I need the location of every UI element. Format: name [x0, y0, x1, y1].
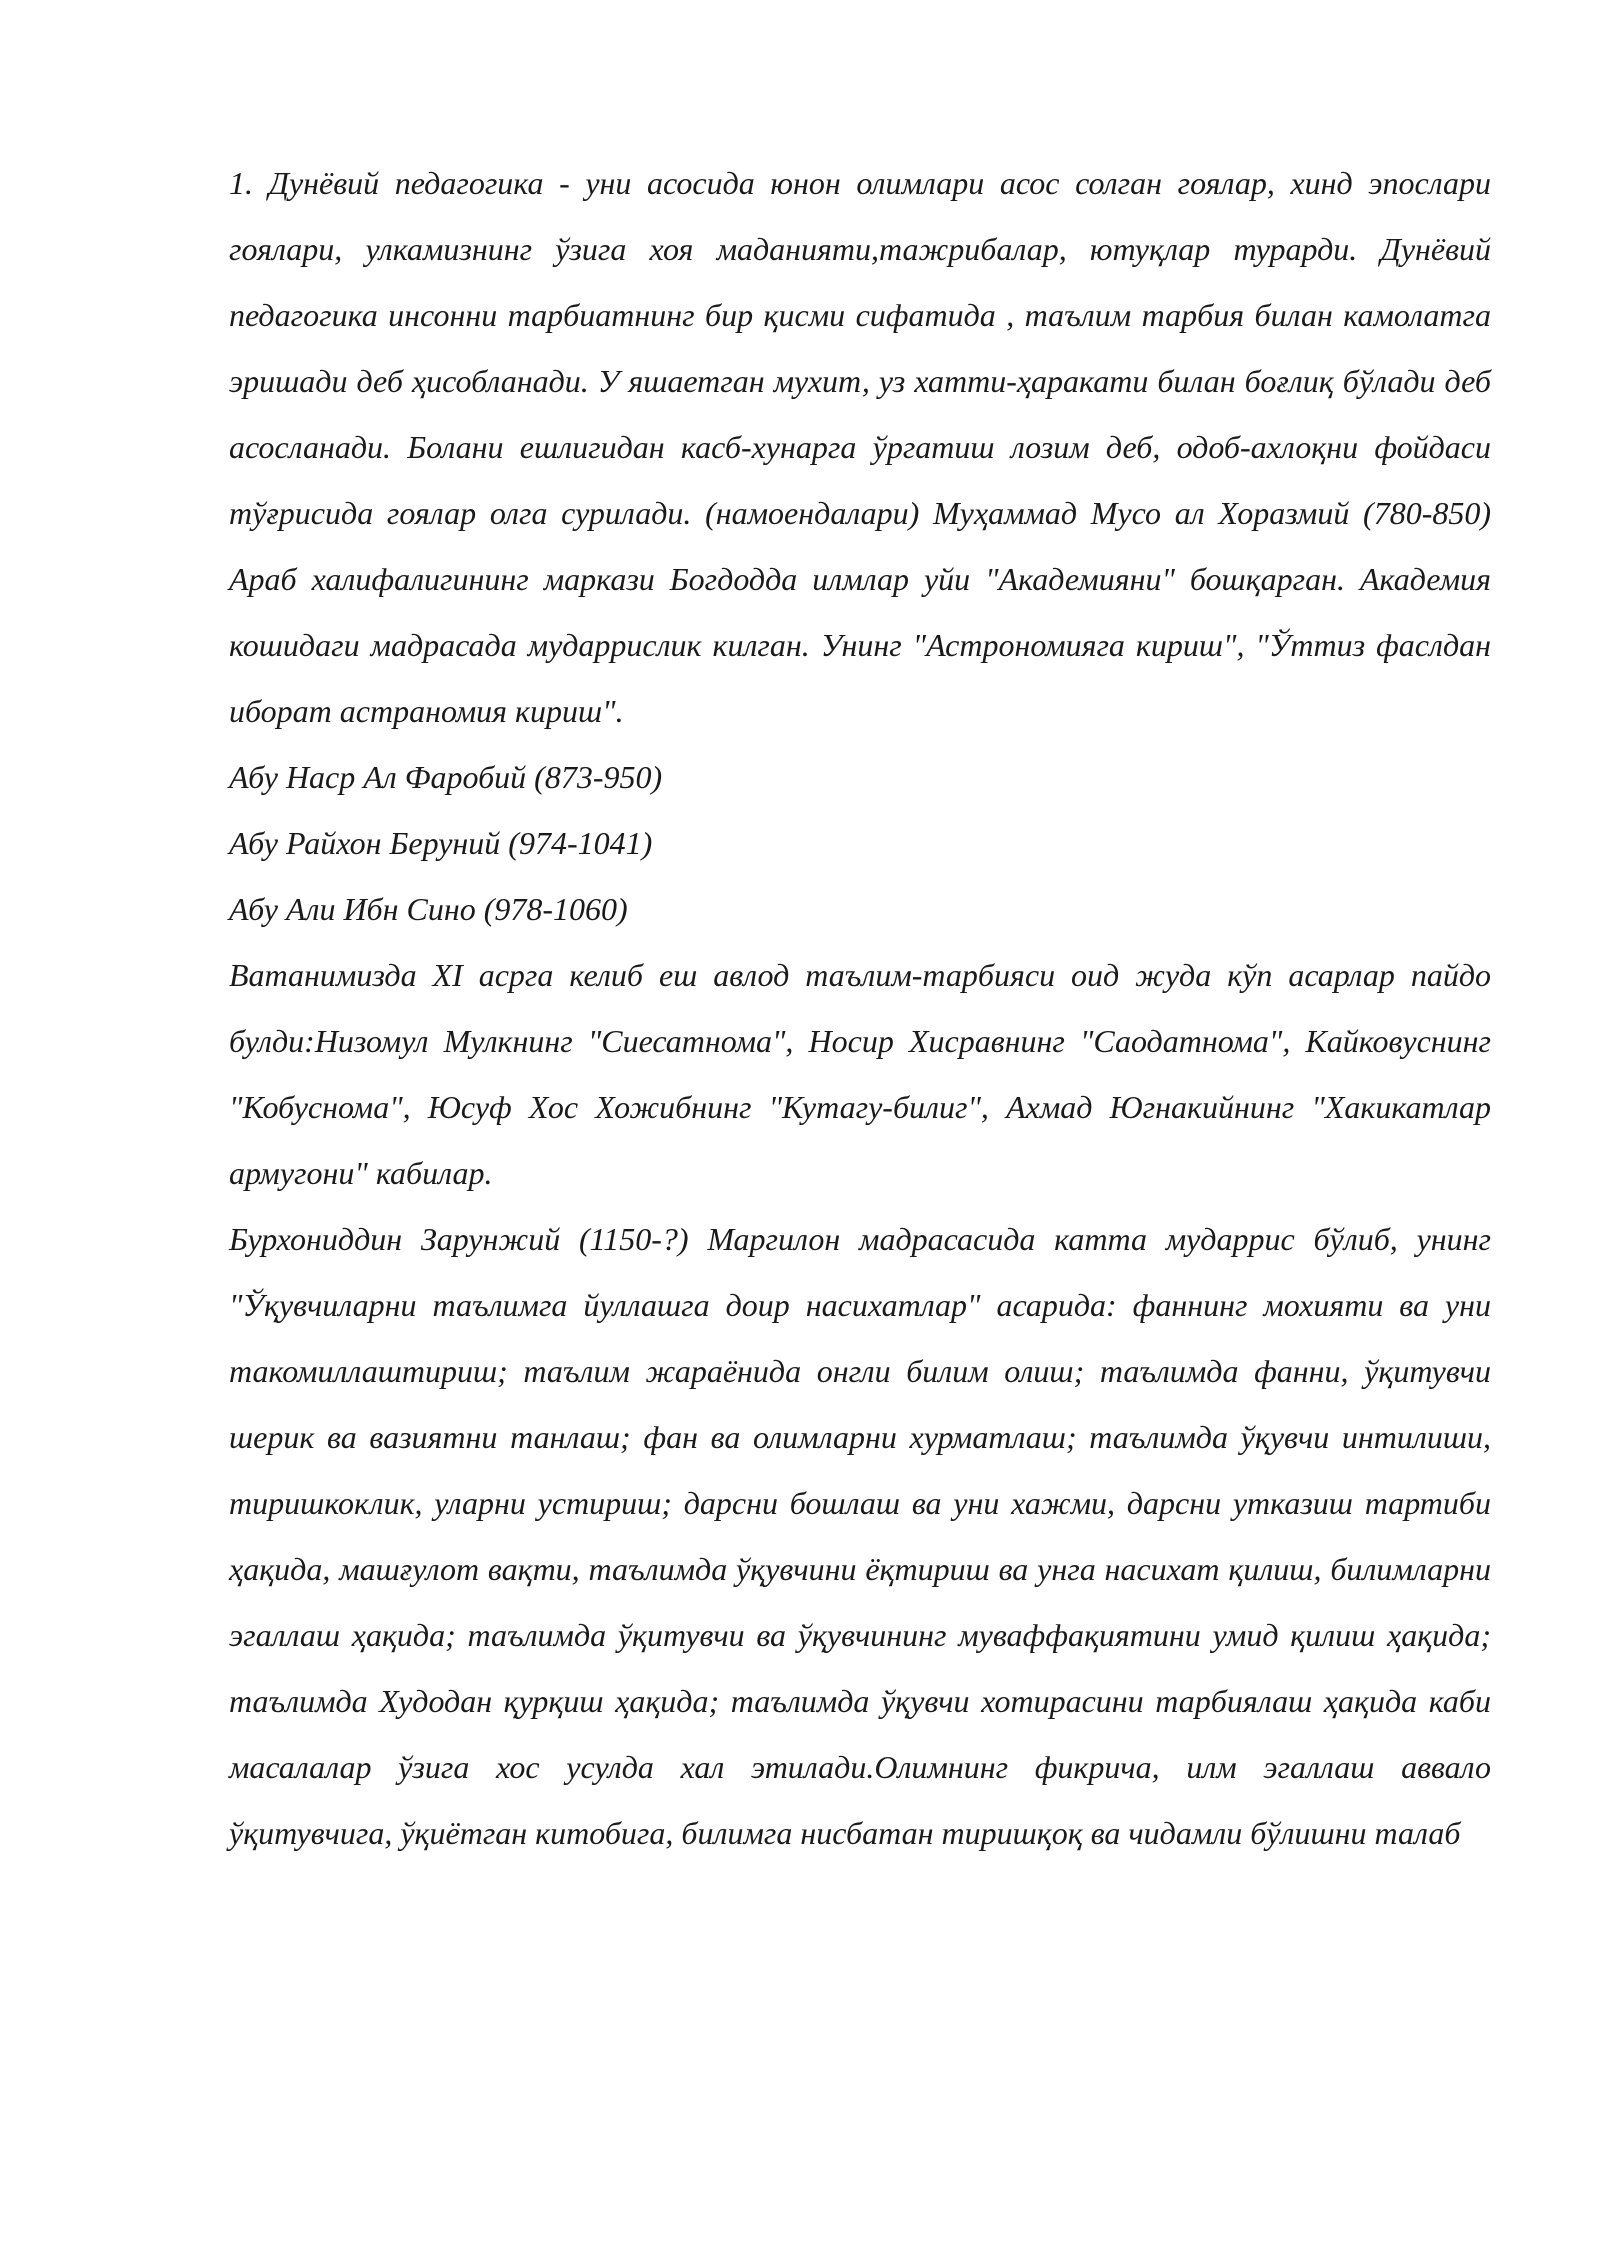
line-ibn-sino: Абу Али Ибн Сино (978-1060)	[229, 891, 628, 927]
paragraph-xi-asr-asarlar: Ватанимизда XI асрга келиб еш авлод таълим-тарбияси оид жуда кўп асарлар пайдо булди:Низомул Мулкнинг "Сиесатнома", Носир Хисравнинг "Саодатнома", Кайковуснинг "Кобуснома", Юсуф Хос Хожибнинг "Кутагу-билиг", Ахмад Югнакийнинг "Хакикатлар армугони" кабилар.	[229, 957, 1491, 1191]
line-farobiy: Абу Наср Ал Фаробий (873-950)	[229, 759, 663, 795]
document-body	[229, 150, 1491, 1866]
paragraph-dunyoviy-pedagogika: 1. Дунёвий педагогика - уни асосида юнон олимлари асос солган гоялар, хинд эпослари гоялари, улкамизнинг ўзига хоя маданияти,тажрибалар, ютуқлар турарди. Дунёвий педагогика инсонни тарбиатнинг бир қисми сифатида , таълим тарбия билан камолатга эришади деб ҳисобланади. У яшаетган мухит, уз хатти-ҳаракати билан боғлиқ бўлади деб асосланади. Болани ешлигидан касб-хунарга ўргатиш лозим деб, одоб-ахлоқни фойдаси тўғрисида гоялар олга сурилади. (намоендалари) Муҳаммад Мусо ал Хоразмий (780-850) Араб халифалигининг маркази Богдодда илмлар уйи "Академияни" бошқарган. Академия кошидаги мадрасада мударрислик килган. Унинг "Астрономияга кириш", "Ўттиз фаслдан иборат астраномия кириш".	[229, 165, 1491, 729]
paragraph-zarunjiy: Бурхониддин Зарунжий (1150-?) Маргилон мадрасасида катта мударрис бўлиб, унинг "Ўқувчиларни таълимга йуллашга доир насихатлар" асарида: фаннинг мохияти ва уни такомиллаштириш; таълим жараёнида онгли билим олиш; таълимда фанни, ўқитувчи шерик ва вазиятни танлаш; фан ва олимларни хурматлаш; таълимда ўқувчи интилиши, тиришкоклик, уларни устириш; дарсни бошлаш ва уни хажми, дарсни утказиш тартиби ҳақида, машғулот вақти, таълимда ўқувчини ёқтириш ва унга насихат қилиш, билимларни эгаллаш ҳақида; таълимда ўқитувчи ва ўқувчининг муваффақиятини умид қилиш ҳақида; таълимда Худодан қурқиш ҳақида; таълимда ўқувчи хотирасини тарбиялаш ҳақида каби масалалар ўзига хос усулда хал этилади.Олимнинг фикрича, илм эгаллаш аввало ўқитувчига, ўқиётган китобига, билимга нисбатан тиришқоқ ва чидамли бўлишни талаб	[229, 1221, 1491, 1851]
line-beruniy: Абу Райхон Беруний (974-1041)	[229, 825, 653, 861]
